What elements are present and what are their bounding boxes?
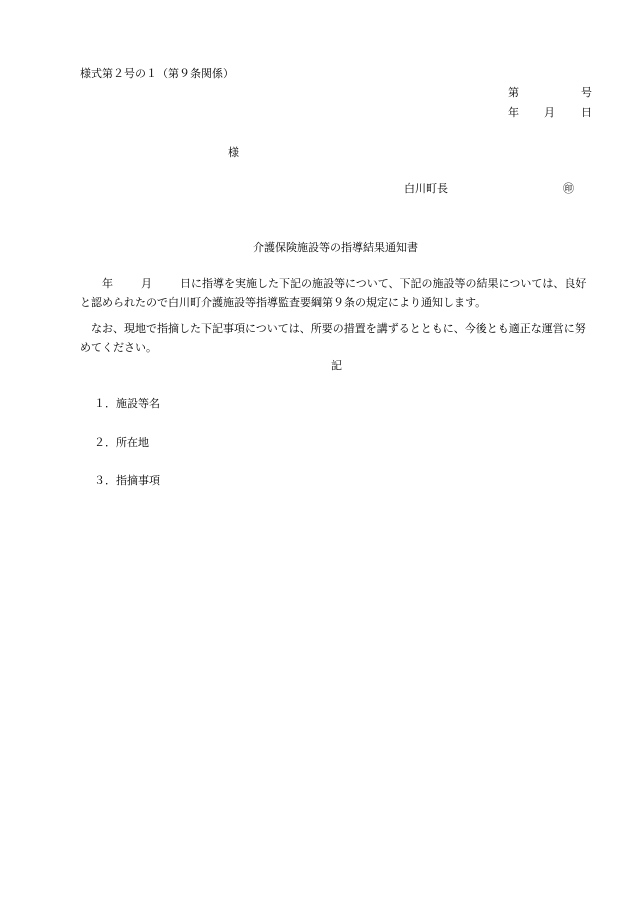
number-suffix: 号 — [581, 86, 592, 99]
para1-month: 月 — [141, 277, 152, 290]
number-prefix: 第 — [508, 86, 519, 99]
addressee-honorific: 様 — [228, 146, 239, 159]
list-item-location: ２．所在地 — [94, 436, 149, 449]
seal-mark: ㊞ — [563, 182, 574, 195]
body-paragraph-1 — [80, 275, 596, 312]
date-day: 日 — [581, 106, 592, 119]
para1-text: 日に指導を実施した下記の施設等について、下記の施設等の結果については、良好と認められたので白川町介護施設等指導監査要綱第９条の規定により通知します。 — [80, 277, 587, 309]
ki-heading: 記 — [331, 359, 342, 372]
body-paragraph-2: なお、現地で指摘した下記事項については、所要の措置を講ずるとともに、今後とも適正な運営に努めてください。 — [80, 322, 586, 354]
para1-year: 年 — [102, 277, 113, 290]
form-identifier: 様式第２号の１（第９条関係） — [80, 67, 234, 80]
document-title: 介護保険施設等の指導結果通知書 — [253, 241, 418, 254]
date-month: 月 — [544, 106, 555, 119]
list-item-facility-name: １．施設等名 — [94, 397, 160, 410]
list-item-findings: ３．指摘事項 — [94, 474, 160, 487]
sender-name: 白川町長 — [404, 182, 448, 195]
date-year: 年 — [508, 106, 519, 119]
